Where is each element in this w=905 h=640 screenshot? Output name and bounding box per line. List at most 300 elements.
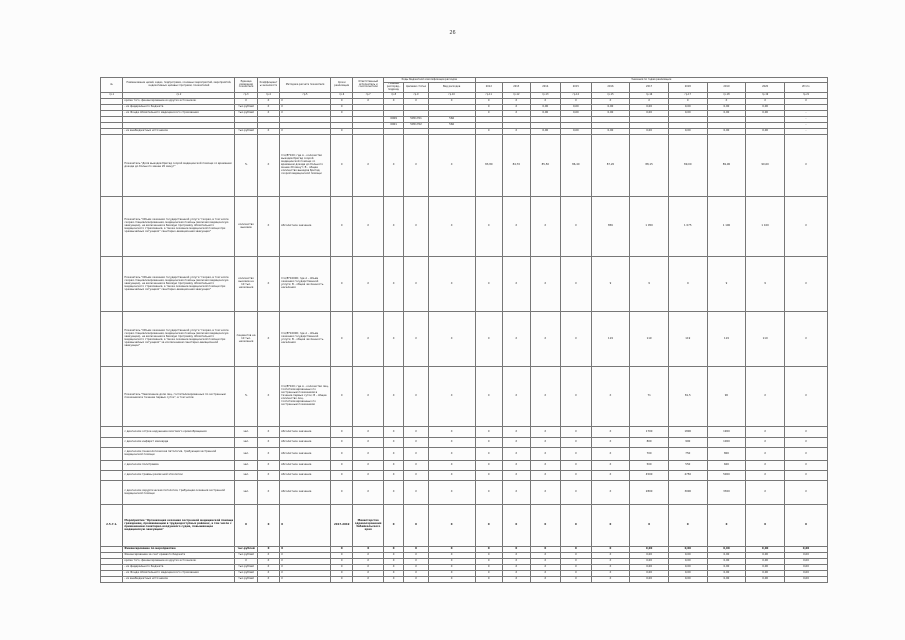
cell-value: 0,00 (668, 111, 707, 117)
cell-coef: Х (257, 105, 279, 111)
cell-resp: Х (353, 312, 384, 367)
cell-k3: Х (428, 438, 475, 448)
cell-no (101, 577, 123, 583)
cell-value: Х (630, 505, 669, 547)
cell-k2: Х (404, 505, 428, 547)
cell-value: 0,00 (668, 559, 707, 565)
cell-k3: 560 (428, 117, 475, 123)
cell-value: Х (746, 481, 785, 505)
cell-value: Х (503, 571, 530, 577)
cell-k1: 0909 (383, 117, 403, 123)
cell-term: Х (331, 312, 353, 367)
cell-value: Х (530, 257, 561, 312)
cell-k3: Х (428, 565, 475, 571)
cell-value: Х (591, 571, 630, 577)
cell-coef: Х (257, 129, 279, 135)
cell-value: 0,00 (591, 111, 630, 117)
cell-coef: Х (257, 577, 279, 583)
cell-value: 0,00 (630, 571, 669, 577)
cell-coef: Х (257, 565, 279, 571)
cell-coef: Х (257, 553, 279, 559)
cell-resp: Министерство здравоохранения Забайкальского края (353, 505, 384, 547)
header-year: 2012 (475, 82, 502, 92)
cell-value: 0,00 (784, 565, 827, 571)
cell-k1: Х (383, 197, 403, 257)
cell-k1: Х (383, 553, 403, 559)
table-row (101, 197, 828, 257)
cell-value: Х (561, 99, 592, 105)
cell-k3: Х (428, 197, 475, 257)
column-number: гр.15 (591, 93, 630, 99)
cell-value: 4500 (630, 471, 669, 481)
cell-k3: Х (428, 553, 475, 559)
cell-method: Х (280, 553, 331, 559)
cell-value: Х (784, 481, 827, 505)
cell-no (101, 481, 123, 505)
column-number: гр.6 (331, 93, 353, 99)
cell-k3: Х (428, 505, 475, 547)
cell-value: 0,00 (668, 105, 707, 111)
cell-unit: количество вызовов (235, 197, 257, 257)
cell-value: Х (475, 367, 502, 427)
table-row (101, 481, 828, 505)
table-row (101, 448, 828, 461)
cell-method: I=A/B*100; где A - количество выездов бригад скорой медицинской помощи со временем доезда до больного менее 20 минут; B - общее количество выездов бригад скорой медицинской помощи (280, 135, 331, 197)
cell-value: Х (561, 448, 592, 461)
column-number: гр.12 (503, 93, 530, 99)
cell-value: Х (503, 481, 530, 505)
cell-method: I=A/B*100; где A - количество лиц, госпитализированных по экстренным показаниям в течение первых суток; B - общее количество лиц, госпитализированных по экстренным показаниям (280, 367, 331, 427)
cell-k2: 5051701 (404, 117, 428, 123)
cell-term: 2017-2019 (331, 505, 353, 547)
cell-k1: Х (383, 505, 403, 547)
cell-k2: Х (404, 471, 428, 481)
header-year: 2020 (746, 82, 785, 92)
cell-value: 85,50 (530, 135, 561, 197)
cell-resp: Х (353, 547, 384, 553)
cell-k2: Х (404, 135, 428, 197)
cell-value: 0,00 (746, 553, 785, 559)
column-number: гр.3 (235, 93, 257, 99)
cell-no (101, 135, 123, 197)
cell-value: 0,00 (530, 111, 561, 117)
cell-value: Х (503, 547, 530, 553)
cell-value: 0,00 (707, 553, 746, 559)
cell-value: 71 (630, 367, 669, 427)
cell-no (101, 448, 123, 461)
header-name: Наименование целей, задач, подпрограмм, основных мероприятий, мероприятий, индикативных целевых программ, показателей (123, 78, 235, 93)
cell-name: Мероприятие "Организация оказания экстренной медицинской помощи гражданам, проживающим в труднодоступных районах, в том числе с применением санитарно-воздушного судна, повышающее медицинскую эвакуацию" (123, 505, 235, 547)
table-row (101, 505, 828, 547)
cell-resp: Х (353, 367, 384, 427)
cell-k1: Х (383, 547, 403, 553)
cell-value: 0,00 (707, 559, 746, 565)
cell-resp: Х (353, 553, 384, 559)
cell-value: 1700 (630, 427, 669, 438)
cell-no (101, 438, 123, 448)
cell-value: 800 (630, 438, 669, 448)
cell-value: Х (561, 553, 592, 559)
cell-value: Х (561, 547, 592, 553)
column-number: гр.10 (428, 93, 475, 99)
cell-name: - из Фонда обязательного медицинского страхования (123, 111, 235, 117)
cell-value: Х (503, 471, 530, 481)
cell-value: 900 (668, 438, 707, 448)
cell-value: 9 (707, 257, 746, 312)
column-number: гр.19 (746, 93, 785, 99)
cell-value: 3000 (668, 481, 707, 505)
cell-unit: тыс.рублей (235, 577, 257, 583)
cell-value: Х (561, 565, 592, 571)
cell-value: Х (503, 129, 530, 135)
cell-k2: Х (404, 257, 428, 312)
cell-value: 90,00 (746, 135, 785, 197)
table-row (101, 438, 828, 448)
cell-method: I=A/B*10000; где A - объем оказания государственной услуги; B - общая численность населения (280, 257, 331, 312)
cell-name: с диагнозом политравма (123, 461, 235, 471)
cell-unit: тыс.рублей (235, 105, 257, 111)
cell-value: 119 (707, 312, 746, 367)
cell-value: 0,00 (530, 105, 561, 111)
cell-value: 86,40 (561, 135, 592, 197)
cell-value: 0,00 (630, 547, 669, 553)
cell-value: 119 (746, 312, 785, 367)
cell-k2: Х (404, 367, 428, 427)
table-row (101, 257, 828, 312)
cell-value: 0,00 (784, 559, 827, 565)
cell-value: Х (591, 553, 630, 559)
cell-value: Х (530, 553, 561, 559)
cell-k3: Х (428, 571, 475, 577)
cell-name: Финансирование по мероприятию (123, 547, 235, 553)
cell-no (101, 471, 123, 481)
cell-method: Абсолютное значение (280, 481, 331, 505)
cell-term: Х (331, 571, 353, 577)
cell-value: 90 (707, 367, 746, 427)
cell-term: Х (331, 111, 353, 117)
cell-value: 1000 (707, 438, 746, 448)
cell-coef: Х (257, 367, 279, 427)
cell-value: 0,00 (530, 129, 561, 135)
cell-no (101, 257, 123, 312)
cell-unit: % (235, 135, 257, 197)
cell-value: Х (475, 111, 502, 117)
cell-term: Х (331, 197, 353, 257)
cell-name: кроме того, финансирование из других источников: (123, 99, 235, 105)
cell-no: 2.5.7.1. (101, 505, 123, 547)
cell-resp: Х (353, 565, 384, 571)
cell-value: Х (591, 471, 630, 481)
cell-value: Х (475, 553, 502, 559)
cell-value: 119 (591, 312, 630, 367)
cell-unit: тыс.рублей (235, 547, 257, 553)
cell-value: 0,00 (707, 129, 746, 135)
cell-value: Х (746, 99, 785, 105)
cell-method: Х (280, 577, 331, 583)
cell-value: Х (591, 505, 630, 547)
cell-value: 0,00 (746, 111, 785, 117)
cell-value: Х (530, 312, 561, 367)
cell-name: Показатель "Объем оказания государственной услуги "скорая, в том числе скорая специализированная, медицинская помощь (включая медицинскую эвакуацию), не включенная в базовую программу обязательного медицинского страхования, а также оказание медицинской помощи при чрезвычайных ситуациях" санитарно-авиационная эвакуация" (123, 257, 235, 312)
cell-method: Х (280, 99, 331, 105)
cell-value: 0,00 (707, 547, 746, 553)
cell-value: 89,00 (668, 135, 707, 197)
cell-value: Х (503, 565, 530, 571)
cell-value: Х (668, 505, 707, 547)
cell-value: Х (530, 565, 561, 571)
table-row (101, 135, 828, 197)
cell-value: 9 (746, 257, 785, 312)
cell-k3: Х (428, 448, 475, 461)
cell-value: Х (746, 471, 785, 481)
cell-value: Х (561, 481, 592, 505)
cell-value: Х (530, 461, 561, 471)
cell-resp: Х (353, 559, 384, 565)
cell-term: Х (331, 461, 353, 471)
column-number: гр.7 (353, 93, 384, 99)
cell-value: Х (475, 438, 502, 448)
cell-value: 550 (668, 461, 707, 471)
cell-term: Х (331, 438, 353, 448)
cell-term: Х (331, 559, 353, 565)
cell-value: Х (746, 505, 785, 547)
cell-value: Х (561, 577, 592, 583)
cell-value: 0,00 (668, 571, 707, 577)
cell-method: Абсолютное значение (280, 461, 331, 471)
cell-method: Х (280, 565, 331, 571)
cell-value: 600 (707, 461, 746, 471)
cell-k2: Х (404, 481, 428, 505)
cell-unit: чел. (235, 481, 257, 505)
cell-k2: Х (404, 427, 428, 438)
cell-k2: Х (404, 438, 428, 448)
cell-unit: Х (235, 505, 257, 547)
cell-no (101, 367, 123, 427)
cell-value: 0,00 (630, 129, 669, 135)
cell-coef: Х (257, 448, 279, 461)
cell-value: Х (530, 505, 561, 547)
program-table (100, 77, 828, 583)
cell-value: Х (784, 257, 827, 312)
cell-k3: Х (428, 99, 475, 105)
cell-value: Х (591, 577, 630, 583)
cell-name: Финансирование за счет краевого бюджета (123, 553, 235, 559)
table-row (101, 577, 828, 583)
cell-value: 0,00 (707, 577, 746, 583)
cell-value: Х (784, 135, 827, 197)
cell-value: 0,00 (561, 111, 592, 117)
cell-value: 0,00 (630, 577, 669, 583)
header-method: Методика расчета показателя (280, 78, 331, 93)
cell-resp: Х (353, 448, 384, 461)
cell-value: Х (475, 481, 502, 505)
cell-term: Х (331, 481, 353, 505)
cell-value: Х (475, 129, 502, 135)
cell-k1: Х (383, 367, 403, 427)
column-number: гр.5 (280, 93, 331, 99)
cell-value: Х (475, 571, 502, 577)
cell-coef: Х (257, 481, 279, 505)
cell-k2: Х (404, 448, 428, 461)
cell-k3: Х (428, 367, 475, 427)
cell-value: 0,00 (668, 565, 707, 571)
cell-k1: Х (383, 471, 403, 481)
cell-value: Х (784, 471, 827, 481)
column-number: гр.1 (101, 93, 123, 99)
cell-unit: чел. (235, 438, 257, 448)
cell-resp: Х (353, 427, 384, 438)
cell-method: Х (280, 547, 331, 553)
column-number: гр.13 (530, 93, 561, 99)
cell-value: Х (707, 99, 746, 105)
cell-value: Х (475, 505, 502, 547)
cell-value: Х (475, 99, 502, 105)
cell-value: Х (503, 505, 530, 547)
cell-resp: Х (353, 461, 384, 471)
cell-name: с диагнозом инфаркт миокарда (123, 438, 235, 448)
table-row (101, 471, 828, 481)
cell-name: - из федерального бюджета (123, 565, 235, 571)
cell-value: 0,00 (746, 565, 785, 571)
cell-value: 2800 (630, 481, 669, 505)
cell-value: Х (784, 448, 827, 461)
cell-value: Х (503, 553, 530, 559)
cell-k1: Х (383, 559, 403, 565)
cell-coef: Х (257, 471, 279, 481)
cell-value: Х (530, 427, 561, 438)
cell-value: Х (503, 111, 530, 117)
cell-value: Х (784, 99, 827, 105)
cell-k2: Х (404, 99, 428, 105)
cell-value: Х (561, 438, 592, 448)
cell-value: 0,00 (630, 111, 669, 117)
cell-method: Х (280, 559, 331, 565)
cell-k1: Х (383, 99, 403, 105)
cell-value: Х (503, 367, 530, 427)
cell-coef: Х (257, 427, 279, 438)
cell-value: Х (530, 197, 561, 257)
header-unit: Единица измерения показателя (235, 78, 257, 93)
cell-value: 1 050 (630, 197, 669, 257)
cell-value: Х (561, 461, 592, 471)
cell-value: 0,00 (668, 577, 707, 583)
cell-value: Х (591, 559, 630, 565)
cell-term: Х (331, 565, 353, 571)
table-row (101, 367, 828, 427)
cell-value: Х (503, 99, 530, 105)
cell-method: Абсолютное значение (280, 427, 331, 438)
cell-resp: Х (353, 197, 384, 257)
cell-value: Х (530, 367, 561, 427)
cell-resp: Х (353, 571, 384, 577)
cell-k2: Х (404, 577, 428, 583)
cell-coef: Х (257, 571, 279, 577)
cell-value: Х (591, 461, 630, 471)
cell-k3: Х (428, 471, 475, 481)
cell-value: Х (561, 571, 592, 577)
cell-method: Абсолютное значение (280, 197, 331, 257)
cell-value: Х (561, 257, 592, 312)
cell-coef: Х (257, 99, 279, 105)
cell-value: Х (591, 99, 630, 105)
cell-k1: Х (383, 448, 403, 461)
header-values: Значения по годам реализации (475, 78, 827, 83)
cell-term: Х (331, 257, 353, 312)
cell-value: Х (668, 99, 707, 105)
cell-resp: Х (353, 438, 384, 448)
cell-k1: Х (383, 577, 403, 583)
cell-coef: Х (257, 505, 279, 547)
cell-name: - из внебюджетных источников (123, 129, 235, 135)
header-year: 2013 (503, 82, 530, 92)
cell-value: - (784, 129, 827, 135)
cell-value: Х (784, 312, 827, 367)
header-total: Итого (784, 82, 827, 92)
cell-value: Х (475, 197, 502, 257)
cell-name: Показатель "Объем оказания государственной услуги "скорая, в том числе скорая специализированная, медицинская помощь (включая медицинскую эвакуацию), не включенная в базовую программу обязательного медицинского страхования, а также оказание медицинской помощи при чрезвычайных ситуациях" за исключением санитарно-авиационной эвакуации" (123, 312, 235, 367)
cell-k2: Х (404, 547, 428, 553)
cell-value: 0,00 (630, 565, 669, 571)
cell-value: 1800 (668, 427, 707, 438)
cell-unit: тыс.рублей (235, 571, 257, 577)
cell-value: 0,00 (707, 105, 746, 111)
cell-unit: тыс.рублей (235, 129, 257, 135)
cell-coef: Х (257, 111, 279, 117)
cell-value: Х (530, 547, 561, 553)
cell-value: 0,00 (707, 565, 746, 571)
cell-name: - из внебюджетных источников (123, 577, 235, 583)
cell-method: Абсолютное значение (280, 438, 331, 448)
cell-unit: чел. (235, 471, 257, 481)
cell-k1: 0901 (383, 123, 403, 129)
cell-value: 89,90 (707, 135, 746, 197)
cell-k2: Х (404, 461, 428, 471)
column-number: гр.4 (257, 93, 279, 99)
cell-term: Х (331, 577, 353, 583)
cell-value: 0,00 (591, 105, 630, 111)
cell-unit: тыс.рублей (235, 553, 257, 559)
cell-value: 700 (630, 448, 669, 461)
cell-value: Х (530, 559, 561, 565)
cell-value: Х (561, 559, 592, 565)
cell-coef: Х (257, 197, 279, 257)
cell-value: Х (746, 461, 785, 471)
cell-value: 119 (630, 312, 669, 367)
cell-k1: Х (383, 257, 403, 312)
cell-name: - из федерального бюджета (123, 105, 235, 111)
header-year: 2015 (561, 82, 592, 92)
cell-value: 0,00 (784, 547, 827, 553)
cell-value: 0,00 (746, 105, 785, 111)
cell-k3: Х (428, 135, 475, 197)
cell-method: Абсолютное значение (280, 448, 331, 461)
cell-value: 1900 (707, 427, 746, 438)
cell-coef: Х (257, 312, 279, 367)
cell-method: Х (280, 505, 331, 547)
cell-k2: Х (404, 559, 428, 565)
cell-value: Х (591, 481, 630, 505)
cell-value: Х (530, 438, 561, 448)
cell-unit: тыс.рублей (235, 111, 257, 117)
column-number: гр.16 (630, 93, 669, 99)
cell-value: Х (591, 565, 630, 571)
cell-value: Х (475, 559, 502, 565)
cell-unit: чел. (235, 427, 257, 438)
cell-k2: Х (404, 565, 428, 571)
cell-value: Х (630, 99, 669, 105)
cell-value: 750 (668, 448, 707, 461)
cell-k3: Х (428, 461, 475, 471)
